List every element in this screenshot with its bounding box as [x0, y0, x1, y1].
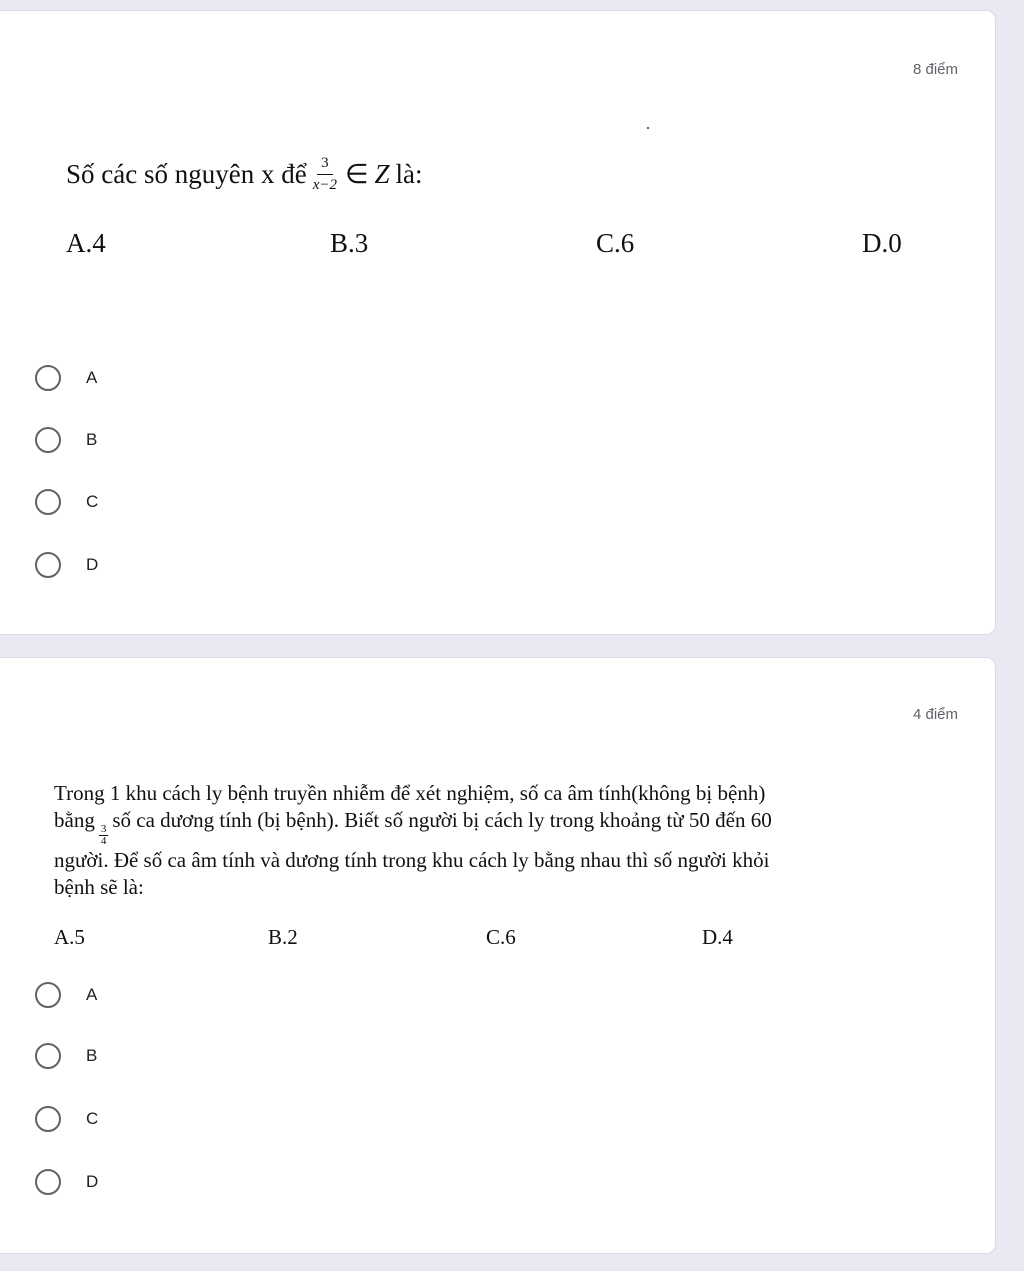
answer-text-d: D.4: [702, 925, 733, 949]
stem-line: Trong 1 khu cách ly bệnh truyền nhiễm để xét nghiệm, số ca âm tính(không bị bệnh): [54, 781, 766, 805]
choice-label: B: [86, 430, 98, 449]
answer-text-b: B.2: [268, 925, 298, 949]
q2-choice-d[interactable]: [35, 1166, 98, 1198]
choice-label: C: [86, 1109, 99, 1128]
radio-button[interactable]: [35, 1106, 61, 1132]
set-symbol: Z: [374, 159, 390, 189]
answer-text-c: C.6: [596, 228, 635, 258]
q2-choice-b[interactable]: [35, 1040, 97, 1072]
radio-button[interactable]: [35, 552, 61, 578]
fraction-denominator: x−2: [312, 177, 337, 193]
points-label: 4 điểm: [912, 706, 958, 723]
answer-text-d: D.0: [862, 228, 902, 258]
stray-dot: [647, 127, 649, 129]
radio-button[interactable]: [35, 1043, 61, 1069]
choice-label: A: [86, 985, 98, 1004]
choice-label: C: [86, 492, 99, 511]
element-of-symbol: ∈: [344, 159, 369, 189]
choice-label: B: [86, 1046, 98, 1065]
fraction-denominator: 4: [100, 835, 107, 847]
fraction: [99, 824, 109, 847]
choice-label: A: [86, 368, 98, 387]
stem-text: Số các số nguyên x để: [66, 159, 307, 189]
stem-suffix: là:: [395, 159, 423, 189]
answer-text-b: B.3: [330, 228, 369, 258]
radio-button[interactable]: [35, 427, 61, 453]
radio-button[interactable]: [35, 1169, 61, 1195]
choice-label: D: [86, 555, 99, 574]
choice-label: D: [86, 1172, 99, 1191]
stem-text: bằng: [54, 808, 95, 832]
q2-choice-a[interactable]: [35, 979, 97, 1011]
q1-choice-b[interactable]: [35, 424, 97, 456]
stem-line: [54, 807, 954, 847]
radio-button[interactable]: [35, 489, 61, 515]
points-label: 8 điểm: [912, 61, 958, 78]
q1-choice-d[interactable]: [35, 549, 98, 581]
question-card-1: [0, 10, 996, 635]
radio-button[interactable]: [35, 365, 61, 391]
question-card-2: [0, 657, 996, 1254]
q2-choice-c[interactable]: [35, 1103, 98, 1135]
fraction-numerator: 3: [317, 155, 333, 175]
answer-text-a: A.5: [54, 925, 85, 949]
question-1-stem: [66, 155, 423, 194]
q1-choice-a[interactable]: [35, 362, 97, 394]
answer-text-c: C.6: [486, 925, 516, 949]
stem-line: bệnh sẽ là:: [54, 875, 144, 899]
stem-line: người. Để số ca âm tính và dương tính trong khu cách ly bằng nhau thì số người khỏi: [54, 848, 770, 872]
fraction-numerator: 3: [100, 823, 107, 835]
question-2-stem: [54, 780, 954, 901]
radio-button[interactable]: [35, 982, 61, 1008]
stem-text: số ca dương tính (bị bệnh). Biết số người bị cách ly trong khoảng từ 50 đến 60: [112, 808, 772, 832]
fraction: [313, 155, 337, 194]
q1-choice-c[interactable]: [35, 486, 98, 518]
answer-text-a: A.4: [66, 228, 106, 258]
